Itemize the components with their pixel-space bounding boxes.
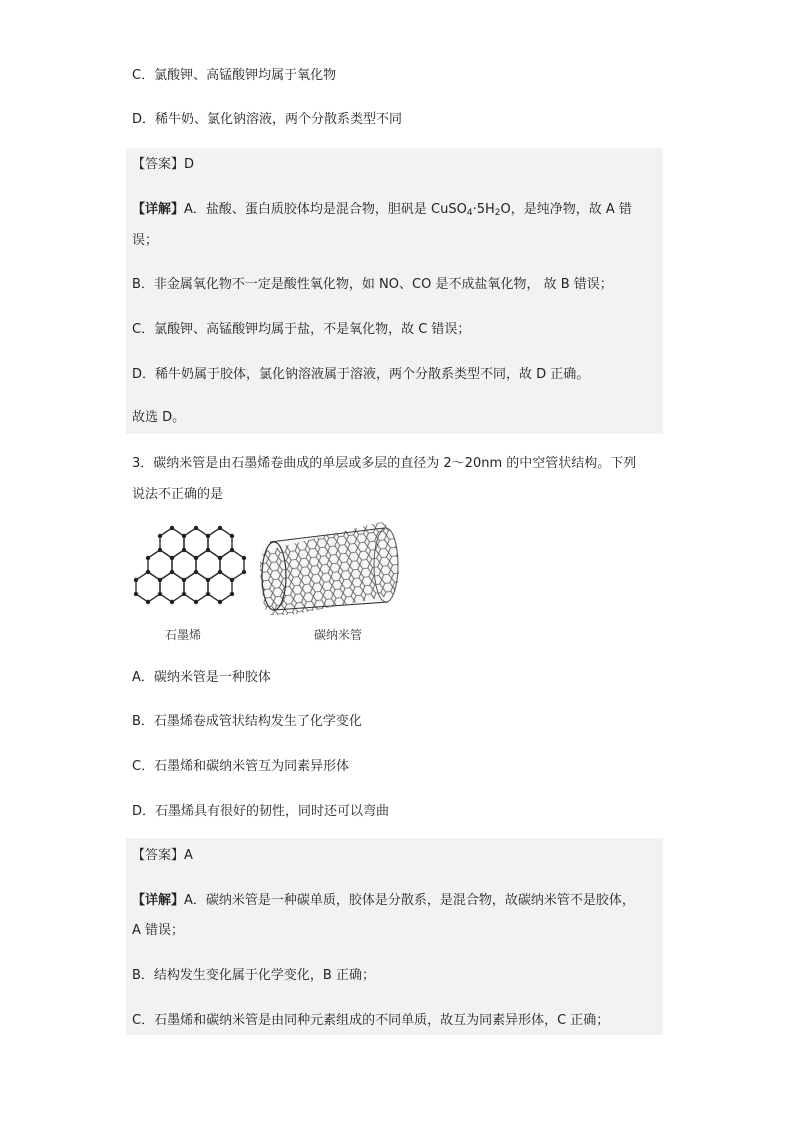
q2-detail-d: D．稀牛奶属于胶体，氯化钠溶液属于溶液，两个分散系类型不同，故 D 正确。 — [132, 367, 590, 382]
carbon-nanotube-illustration — [260, 520, 412, 615]
q2-detail-label: 【详解】 — [132, 202, 185, 217]
q2-formula-mid: ·5H — [472, 202, 495, 217]
q3-stem-line1: 3．碳纳米管是由石墨烯卷曲成的单层或多层的直径为 2～20nm 的中空管状结构。下列 — [132, 456, 637, 471]
q2-detail-a-suffix: O，是纯净物，故 A 错 — [500, 202, 632, 217]
q2-answer: 【答案】D — [132, 157, 195, 172]
q2-detail-a-cont: 误； — [132, 233, 159, 248]
q3-stem-line2: 说法不正确的是 — [132, 487, 224, 502]
q3-detail-a-cont: A 错误； — [132, 923, 185, 938]
q2-detail-a-prefix: A．盐酸、蛋白质胶体均是混合物，胆矾是 CuSO — [184, 202, 467, 217]
answer-block-q3 — [126, 838, 663, 1035]
q3-detail-a — [132, 892, 635, 910]
q3-detail-c: C．石墨烯和碳纳米管是由同种元素组成的不同单质，故互为同素异形体，C 正确； — [132, 1013, 610, 1028]
q2-detail-c: C．氯酸钾、高锰酸钾均属于盐，不是氧化物，故 C 错误； — [132, 322, 471, 337]
q3-option-a: A．碳纳米管是一种胶体 — [132, 670, 271, 685]
q2-formula-sub2: 2 — [494, 208, 501, 218]
q2-option-c: C．氯酸钾、高锰酸钾均属于氧化物 — [132, 68, 337, 83]
caption-graphene: 石墨烯 — [165, 628, 202, 642]
q3-detail-label: 【详解】 — [132, 893, 185, 908]
q2-detail-a — [132, 201, 632, 219]
q2-option-d: D．稀牛奶、氯化钠溶液，两个分散系类型不同 — [132, 112, 403, 127]
q3-detail-b: B．结构发生变化属于化学变化，B 正确； — [132, 968, 375, 983]
q3-option-b: B．石墨烯卷成管状结构发生了化学变化 — [132, 714, 362, 729]
graphene-sheet-illustration — [128, 520, 258, 615]
q2-detail-b: B．非金属氧化物不一定是酸性氧化物，如 NO、CO 是不成盐氧化物， 故 B 错误； — [132, 277, 613, 292]
q2-conclusion: 故选 D。 — [132, 410, 186, 425]
q3-answer: 【答案】A — [132, 848, 193, 863]
graphene-nanotube-figure — [128, 520, 418, 648]
q3-option-d: D．石墨烯具有很好的韧性，同时还可以弯曲 — [132, 804, 390, 819]
q3-option-c: C．石墨烯和碳纳米管互为同素异形体 — [132, 759, 350, 774]
q3-detail-a-text: A．碳纳米管是一种碳单质，胶体是分散系，是混合物，故碳纳米管不是胶体， — [184, 893, 635, 908]
q2-formula-sub1: 4 — [466, 208, 473, 218]
caption-carbon-nanotube: 碳纳米管 — [314, 628, 363, 642]
